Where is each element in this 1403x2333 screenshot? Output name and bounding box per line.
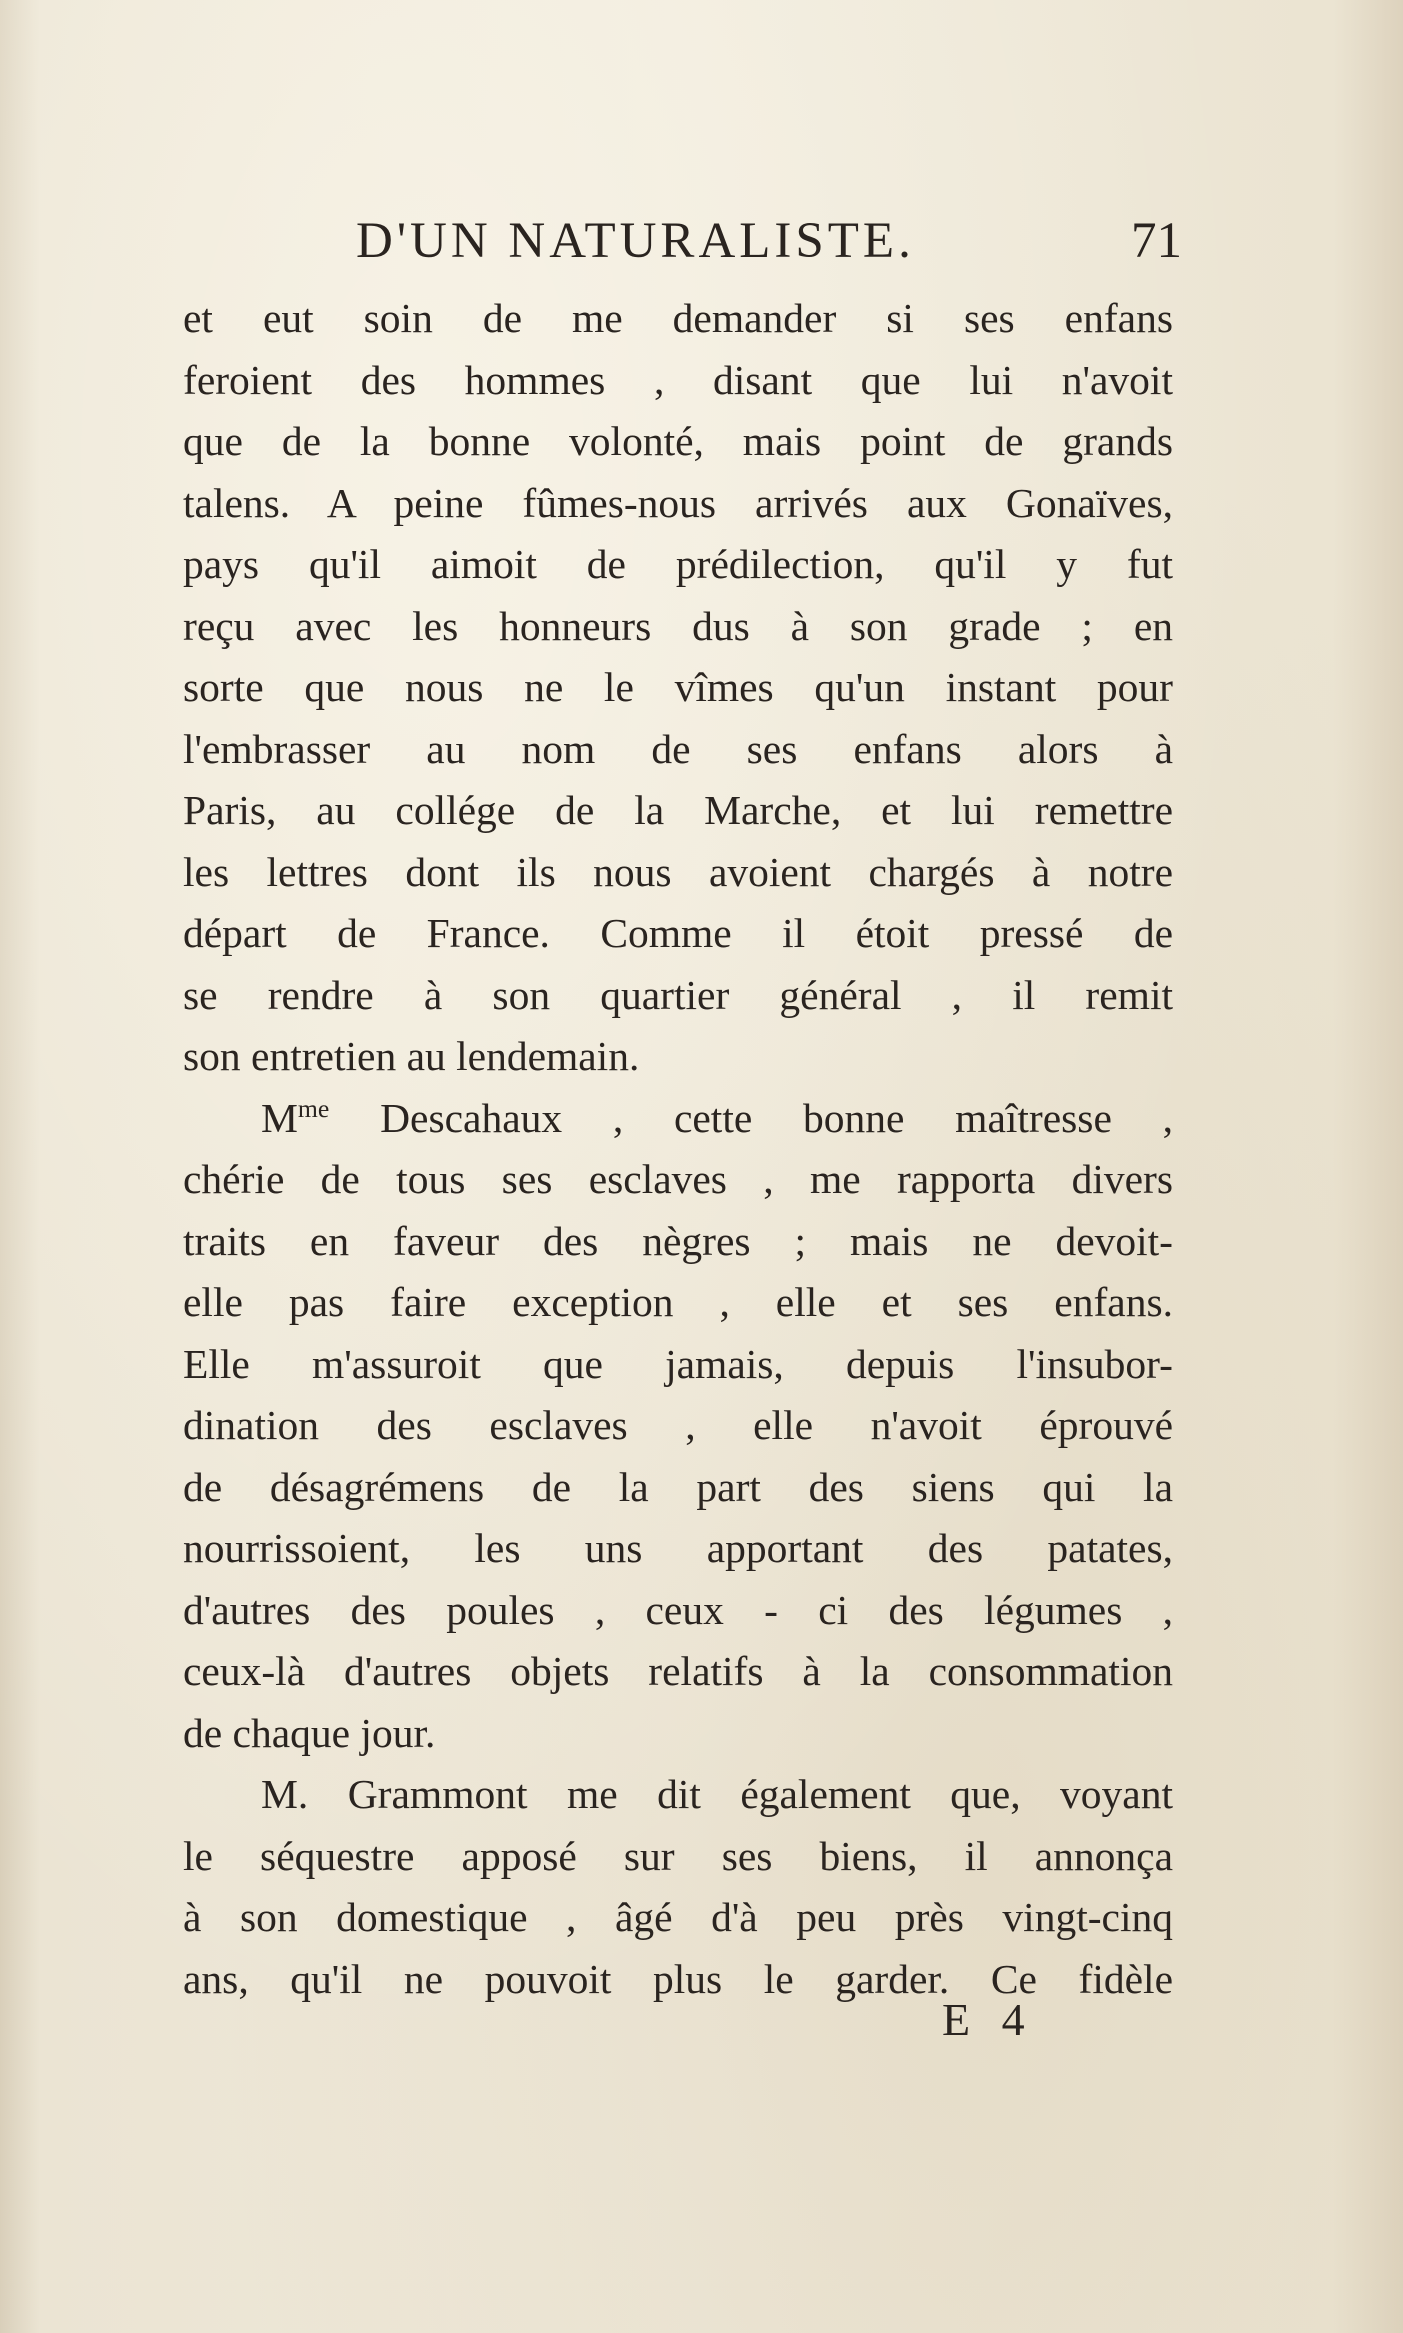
running-head: D'UN NATURALISTE. [356, 213, 915, 269]
text-line: départ de France. Comme il étoit pressé de [183, 910, 1173, 956]
text-line: que de la bonne volonté, mais point de grands [183, 418, 1173, 464]
text-line: le séquestre apposé sur ses biens, il annonça [183, 1832, 1173, 1879]
text-line: l'embrasser au nom de ses enfans alors à [183, 725, 1173, 772]
text-line: les lettres dont ils nous avoient chargés à notre [183, 848, 1173, 895]
text-line: de désagrémens de la part des siens qui la [183, 1463, 1173, 1510]
text-line: Elle m'assuroit que jamais, depuis l'insubor- [183, 1340, 1173, 1387]
text-line: elle pas faire exception , elle et ses enfans. [183, 1279, 1173, 1325]
signature-mark: E 4 [942, 1994, 1035, 2045]
text-line: ceux-là d'autres objets relatifs à la consommation [183, 1648, 1173, 1694]
text-line: chérie de tous ses esclaves , me rapporta divers [183, 1156, 1173, 1202]
text-line: Paris, au collége de la Marche, et lui remettre [183, 787, 1173, 833]
text-line: feroient des hommes , disant que lui n'avoit [183, 356, 1173, 403]
text-line: reçu avec les honneurs dus à son grade ; en [183, 602, 1173, 649]
text-line: à son domestique , âgé d'à peu près vingt-cinq [183, 1894, 1173, 1940]
body-text [183, 288, 1173, 2010]
text-line: sorte que nous ne le vîmes qu'un instant pour [183, 664, 1173, 710]
text-line: pays qu'il aimoit de prédilection, qu'il y fut [183, 541, 1173, 587]
text-line: se rendre à son quartier général , il remit [183, 971, 1173, 1018]
text-line: ans, qu'il ne pouvoit plus le garder. Ce fidèle [183, 1955, 1173, 2002]
text-line: talens. A peine fûmes-nous arrivés aux Gonaïves, [183, 479, 1173, 526]
text-line: $M^{me}$ Descahaux , cette bonne maîtresse , [261, 1093, 1173, 1141]
text-line: et eut soin de me demander si ses enfans [183, 295, 1173, 341]
text-line: d'autres des poules , ceux - ci des légumes , [183, 1586, 1173, 1633]
text-line: de chaque jour. [183, 1709, 436, 1756]
page-header [180, 212, 1182, 272]
text-line: traits en faveur des nègres ; mais ne devoit- [183, 1217, 1173, 1264]
text-line: son entretien au lendemain. [183, 1033, 640, 1079]
text-line: nourrissoient, les uns apportant des patates, [183, 1525, 1173, 1571]
page-number: 71 [1131, 213, 1182, 269]
text-line: M. Grammont me dit également que, voyant [261, 1771, 1173, 1817]
text-line: dination des esclaves , elle n'avoit éprouvé [183, 1402, 1173, 1448]
